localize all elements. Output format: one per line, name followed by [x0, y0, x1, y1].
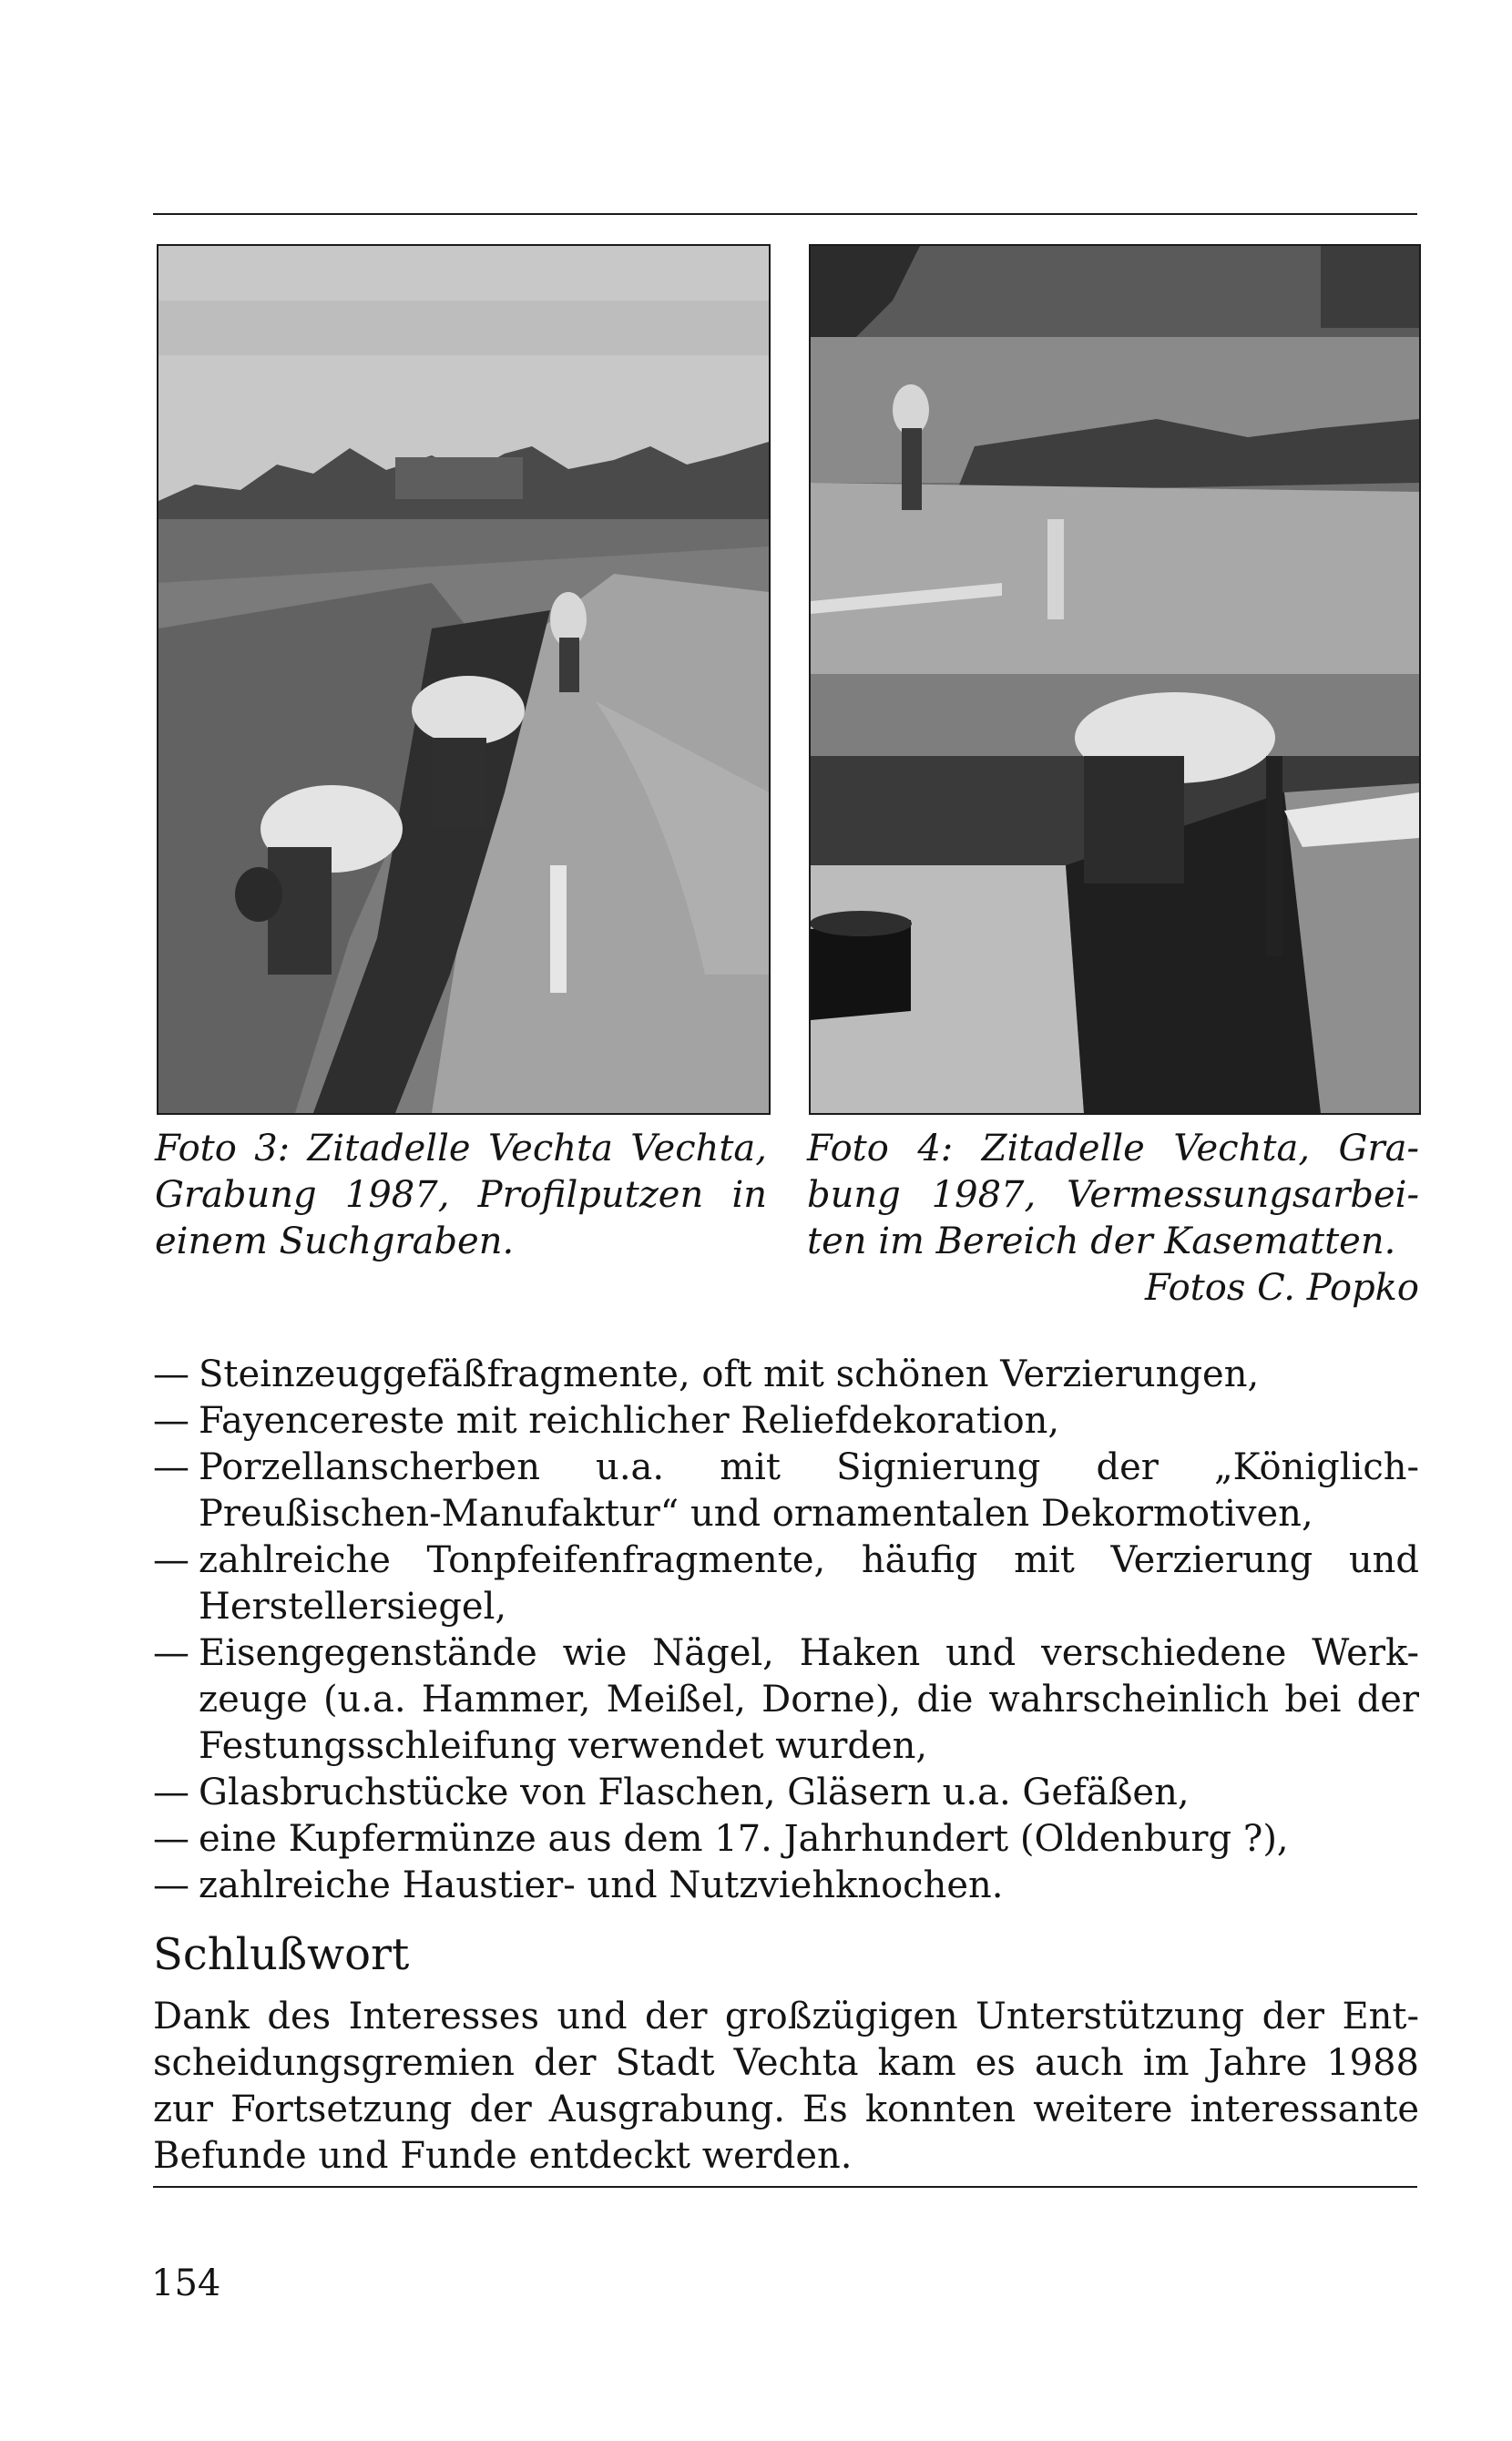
caption-line: bung 1987, Vermessungsarbei- — [807, 1174, 1419, 1216]
list-item-line: — Fayencereste mit reichlicher Reliefdekoration, — [199, 1400, 1060, 1442]
list-item-line: — Porzellanscherben u.a. mit Signierung der „Königlich- — [199, 1446, 1419, 1488]
list-item — [153, 1816, 1419, 1863]
closing-paragraph — [153, 1994, 1419, 2180]
header-rule — [153, 213, 1417, 215]
list-item — [153, 1630, 1419, 1770]
caption-line: Foto 3: Zitadelle Vechta Vechta, — [155, 1128, 767, 1169]
list-item-line: — zahlreiche Haustier- und Nutzviehknochen. — [199, 1864, 1004, 1906]
list-item-line: — Eisengegenstände wie Nägel, Haken und verschiedene Werk- — [199, 1632, 1419, 1674]
photo-credit: Fotos C. Popko — [1145, 1267, 1419, 1309]
list-item — [153, 1537, 1419, 1630]
list-item — [153, 1352, 1419, 1398]
list-item — [153, 1863, 1419, 1909]
list-item-line: — zahlreiche Tonpfeifenfragmente, häufig mit Verzierung und — [199, 1539, 1419, 1581]
footer-rule — [153, 2186, 1417, 2188]
list-item-line: zeuge (u.a. Hammer, Meißel, Dorne), die wahrscheinlich bei der — [199, 1679, 1419, 1721]
paragraph-line: zur Fortsetzung der Ausgrabung. Es konnten weitere interessante — [153, 2089, 1419, 2130]
list-item-line: Herstellersiegel, — [199, 1586, 507, 1628]
caption-line: einem Suchgraben. — [155, 1220, 515, 1262]
finds-list — [153, 1352, 1419, 1909]
list-item-line: — eine Kupfermünze aus dem 17. Jahrhundert (Oldenburg ?), — [199, 1818, 1289, 1860]
list-item-line: — Steinzeuggefäßfragmente, oft mit schönen Verzierungen, — [199, 1353, 1260, 1395]
caption-line: Foto 4: Zitadelle Vechta, Gra- — [807, 1128, 1419, 1169]
photo-casemates-drawing — [811, 246, 1419, 1113]
paragraph-line: Dank des Interesses und der großzügigen Unterstützung der Ent- — [153, 1996, 1419, 2038]
list-item-line: — Glasbruchstücke von Flaschen, Gläsern u.a. Gefäßen, — [199, 1772, 1190, 1813]
photo-excavation-trench — [157, 244, 771, 1115]
page-number: 154 — [151, 2262, 221, 2304]
section-heading: Schlußwort — [153, 1929, 410, 1980]
list-item-line: Preußischen-Manufaktur“ und ornamentalen Dekormotiven, — [199, 1493, 1313, 1535]
caption-line: ten im Bereich der Kasematten. — [807, 1220, 1396, 1262]
paragraph-line: scheidungsgremien der Stadt Vechta kam es auch im Jahre 1988 — [153, 2042, 1419, 2084]
list-item — [153, 1398, 1419, 1445]
photo-4-caption — [807, 1126, 1419, 1312]
paragraph-line: Befunde und Funde entdeckt werden. — [153, 2135, 853, 2177]
list-item — [153, 1770, 1419, 1816]
photo-3-caption — [155, 1126, 767, 1265]
photo-surveying-casemates — [809, 244, 1421, 1115]
photo-trench-drawing — [158, 246, 769, 1113]
list-item — [153, 1445, 1419, 1537]
caption-line: Grabung 1987, Profilputzen in — [155, 1174, 767, 1216]
list-item-line: Festungsschleifung verwendet wurden, — [199, 1725, 928, 1767]
